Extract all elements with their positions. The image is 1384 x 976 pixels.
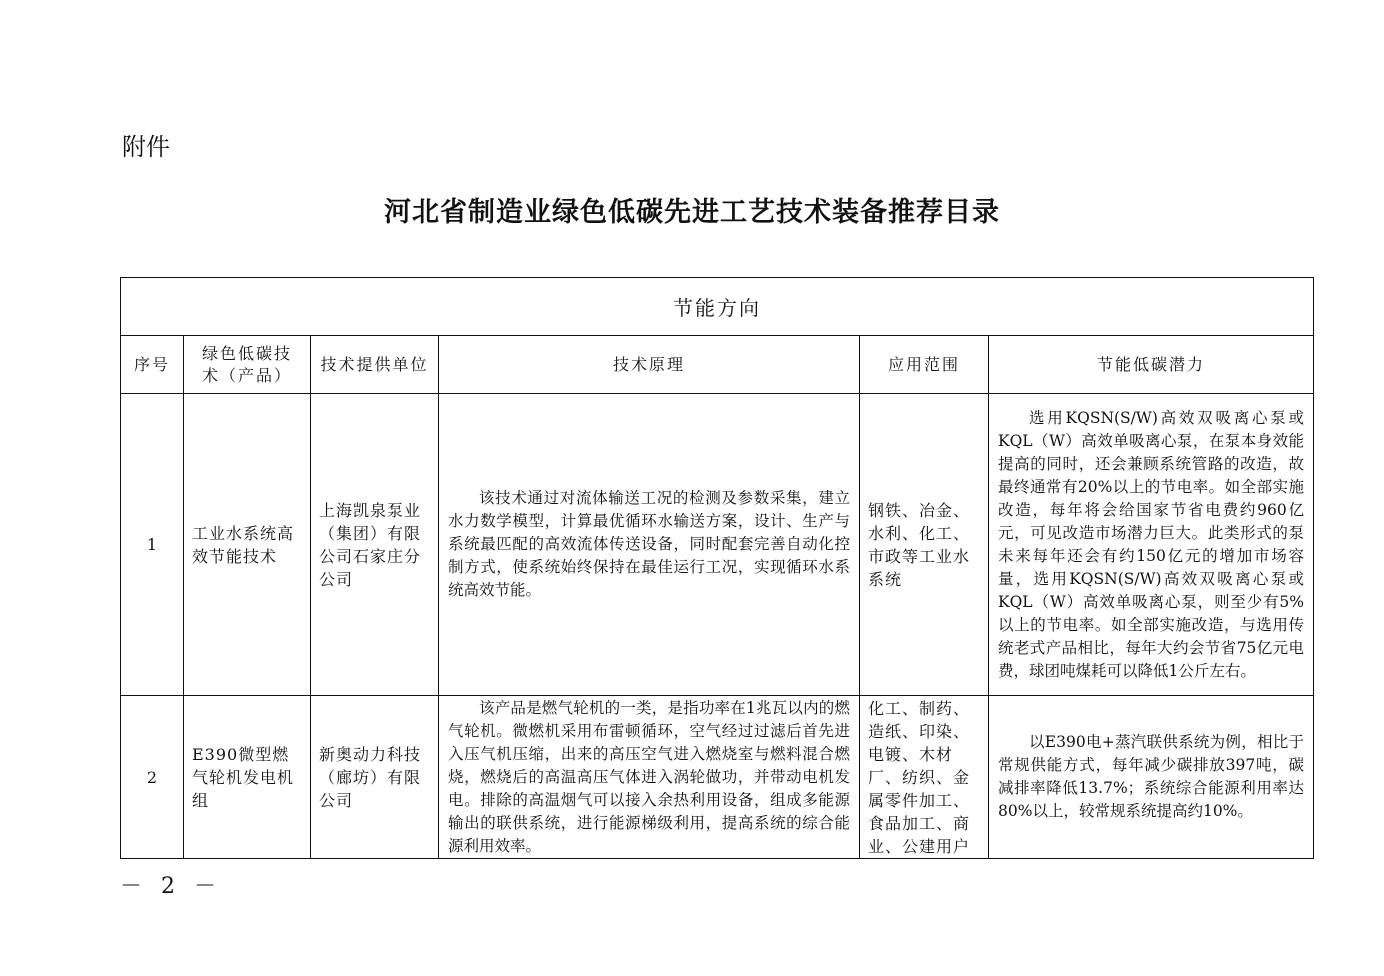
row-number: 1 <box>121 394 184 696</box>
row-provider: 上海凯泉泵业（集团）有限公司石家庄分公司 <box>311 394 439 696</box>
row-provider: 新奥动力科技（廊坊）有限公司 <box>311 696 439 859</box>
row-scope: 化工、制药、造纸、印染、电镀、木材厂、纺织、金属零件加工、食品加工、商业、公建用户 <box>860 696 989 859</box>
column-header-potential: 节能低碳潜力 <box>989 336 1314 394</box>
page-number: － 2 － <box>120 874 222 899</box>
row-potential: 以E390电+蒸汽联供系统为例，相比于常规供能方式，每年减少碳排放397吨，碳减排率降低13.7%；系统综合能源利用率达80%以上，较常规系统提高约10%。 <box>989 696 1314 859</box>
row-potential: 选用KQSN(S/W)高效双吸离心泵或KQL（W）高效单吸离心泵，在泵本身效能提高的同时，还会兼顾系统管路的改造，故最终通常有20%以上的节电率。如全部实施改造，每年将会给国家节省电费约960亿元，可见改造市场潜力巨大。此类形式的泵未来每年还会有约150亿元的增加市场容量，选用KQSN(S/W)高效双吸离心泵或KQL（W）高效单吸离心泵，则至少有5%以上的节电率。如全部实施改造，与选用传统老式产品相比，每年大约会节省75亿元电费，球团吨煤耗可以降低1公斤左右。 <box>989 394 1314 696</box>
row-tech-name: 工业水系统高效节能技术 <box>184 394 311 696</box>
column-header-no: 序号 <box>121 336 184 394</box>
column-header-tech: 绿色低碳技术（产品） <box>184 336 311 394</box>
column-header-scope: 应用范围 <box>860 336 989 394</box>
table-row <box>121 394 1314 696</box>
column-header-row <box>121 336 1314 394</box>
row-principle: 该技术通过对流体输送工况的检测及参数采集，建立水力数学模型，计算最优循环水输送方案，设计、生产与系统最匹配的高效流体传送设备，同时配套完善自动化控制方式，使系统始终保持在最佳运行工况，实现循环水系统高效节能。 <box>439 394 860 696</box>
attachment-label: 附件 <box>122 133 170 161</box>
document-title: 河北省制造业绿色低碳先进工艺技术装备推荐目录 <box>384 197 1000 228</box>
row-number: 2 <box>121 696 184 859</box>
row-principle: 该产品是燃气轮机的一类，是指功率在1兆瓦以内的燃气轮机。微燃机采用布雷顿循环，空气经过过滤后首先进入压气机压缩，出来的高压空气进入燃烧室与燃料混合燃烧，燃烧后的高温高压气体进入涡轮做功，并带动电机发电。排除的高温烟气可以接入余热利用设备，组成多能源输出的联供系统，进行能源梯级利用，提高系统的综合能源利用效率。 <box>439 696 860 859</box>
row-tech-name: E390微型燃气轮机发电机组 <box>184 696 311 859</box>
section-header-row <box>121 278 1314 336</box>
recommendation-table <box>120 277 1314 859</box>
section-title: 节能方向 <box>121 278 1314 336</box>
row-scope: 钢铁、冶金、水利、化工、市政等工业水系统 <box>860 394 989 696</box>
column-header-principle: 技术原理 <box>439 336 860 394</box>
table-row <box>121 696 1314 859</box>
column-header-provider: 技术提供单位 <box>311 336 439 394</box>
